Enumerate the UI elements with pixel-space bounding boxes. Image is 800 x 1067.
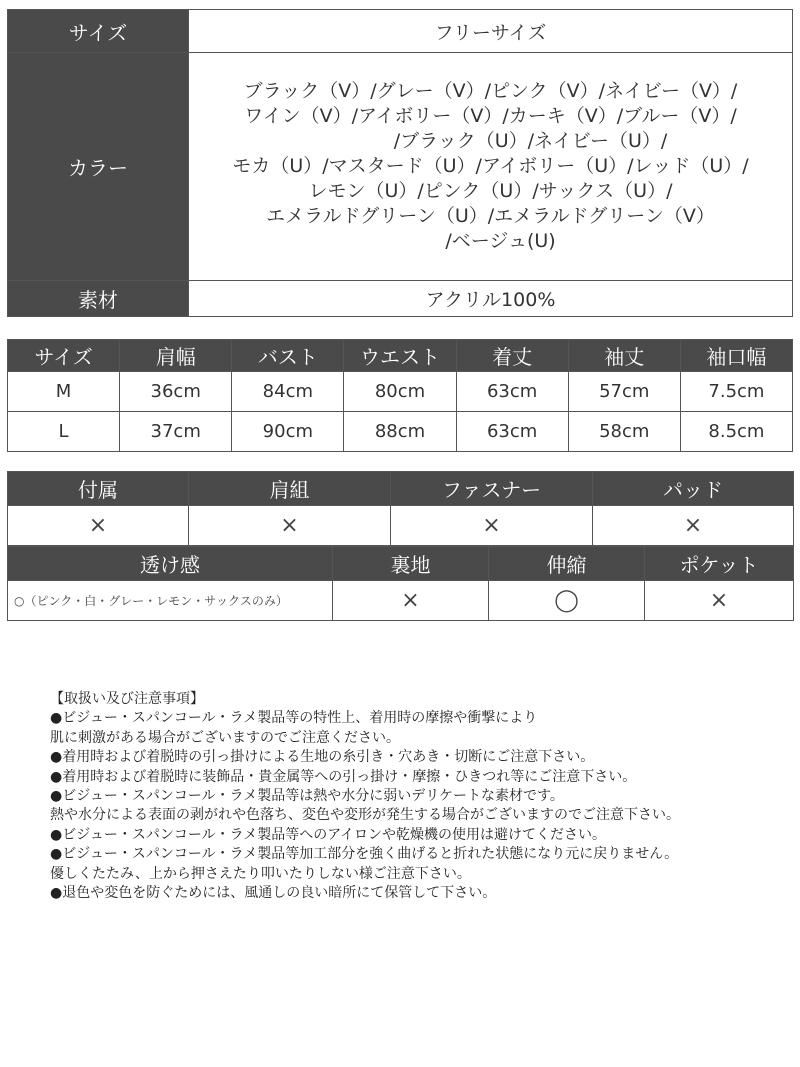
table-row [8,506,794,546]
color-line: モカ（U）/マスタード（U）/アイボリー（U）/レッド（U）/ [232,155,749,177]
properties-table [7,546,794,621]
table-row [8,372,793,412]
accessories-table [7,471,794,546]
properties-header: 透け感 [8,547,333,581]
accessories-header: ファスナー [391,472,593,506]
size-cell: 58cm [568,412,680,452]
color-line: ブラック（V）/グレー（V）/ピンク（V）/ネイビー（V）/ [243,80,738,102]
size-chart-table [7,339,793,452]
size-chart-header: 着丈 [456,340,568,372]
properties-header-row [8,547,794,581]
circle-mark: ◯ [489,581,645,621]
properties-header: 裏地 [333,547,489,581]
cross-mark: × [8,506,189,546]
note-line: 肌に刺激がある場合がございますのでご注意ください。 [50,729,400,746]
spec-material-label: 素材 [8,281,189,317]
color-line: レモン（U）/ピンク（U）/サックス（U）/ [308,180,673,202]
size-cell: 8.5cm [680,412,792,452]
size-cell: 88cm [344,412,456,452]
size-cell: L [8,412,120,452]
note-line: ●着用時および着脱時に装飾品・貴金属等への引っ掛け・摩擦・ひきつれ等にご注意下さい。 [50,768,637,785]
size-cell: 80cm [344,372,456,412]
spec-row-color [8,53,793,281]
properties-header: ポケット [645,547,794,581]
size-chart-header: ウエスト [344,340,456,372]
notes-heading: 【取扱い及び注意事項】 [50,691,204,707]
transparency-value: ○（ピンク・白・グレー・レモン・サックスのみ） [8,581,333,621]
spec-material-value: アクリル100% [189,281,793,317]
color-line: エメラルドグリーン（U）/エメラルドグリーン（V） [266,205,715,227]
note-line: ●退色や変色を防ぐためには、風通しの良い暗所にて保管して下さい。 [50,885,497,902]
size-cell: 84cm [232,372,344,412]
properties-header: 伸縮 [489,547,645,581]
cross-mark: × [593,506,794,546]
size-cell: 90cm [232,412,344,452]
accessories-header-row [8,472,794,506]
table-row [8,581,794,621]
size-chart-header: バスト [232,340,344,372]
size-cell: 37cm [120,412,232,452]
spec-table [7,9,793,317]
note-line: ●ビジュー・スパンコール・ラメ製品等加工部分を強く曲げると折れた状態になり元に戻りません。 [50,846,679,863]
note-line: ●ビジュー・スパンコール・ラメ製品等は熱や水分に弱いデリケートな素材です。 [50,788,564,805]
size-chart-header: 袖丈 [568,340,680,372]
size-cell: 63cm [456,412,568,452]
spec-size-value: フリーサイズ [189,10,793,53]
size-cell: 36cm [120,372,232,412]
size-chart-header: サイズ [8,340,120,372]
accessories-header: 付属 [8,472,189,506]
accessories-header: 肩組 [189,472,391,506]
note-line: ●着用時および着脱時の引っ掛けによる生地の糸引き・穴あき・切断にご注意下さい。 [50,749,595,766]
cross-mark: × [189,506,391,546]
note-line: ●ビジュー・スパンコール・ラメ製品等の特性上、着用時の摩擦や衝撃により [50,710,538,727]
cross-mark: × [645,581,794,621]
note-line: 熱や水分による表面の剥がれや色落ち、変色や変形が発生する場合がございますのでご注意下さい。 [50,807,680,824]
accessories-header: パッド [593,472,794,506]
color-line: /ブラック（U）/ネイビー（U）/ [393,130,668,152]
note-line: ●ビジュー・スパンコール・ラメ製品等へのアイロンや乾燥機の使用は避けてください。 [50,826,606,843]
note-line: 優しくたたみ、上から押さえたり叩いたりしない様ご注意下さい。 [50,865,471,882]
size-chart-header-row [8,340,793,372]
table-row [8,412,793,452]
size-cell: 63cm [456,372,568,412]
color-line: ワイン（V）/アイボリー（V）/カーキ（V）/ブルー（V）/ [244,105,737,127]
size-cell: 7.5cm [680,372,792,412]
spec-color-value [189,53,793,281]
size-cell: 57cm [568,372,680,412]
color-list [189,79,792,254]
spec-row-size [8,10,793,53]
color-line: /ベージュ(U) [445,230,556,252]
size-chart-header: 袖口幅 [680,340,792,372]
cross-mark: × [391,506,593,546]
spec-size-label: サイズ [8,10,189,53]
size-cell: M [8,372,120,412]
cross-mark: × [333,581,489,621]
care-notes [50,690,790,903]
spec-row-material [8,281,793,317]
size-chart-header: 肩幅 [120,340,232,372]
spec-color-label: カラー [8,53,189,281]
